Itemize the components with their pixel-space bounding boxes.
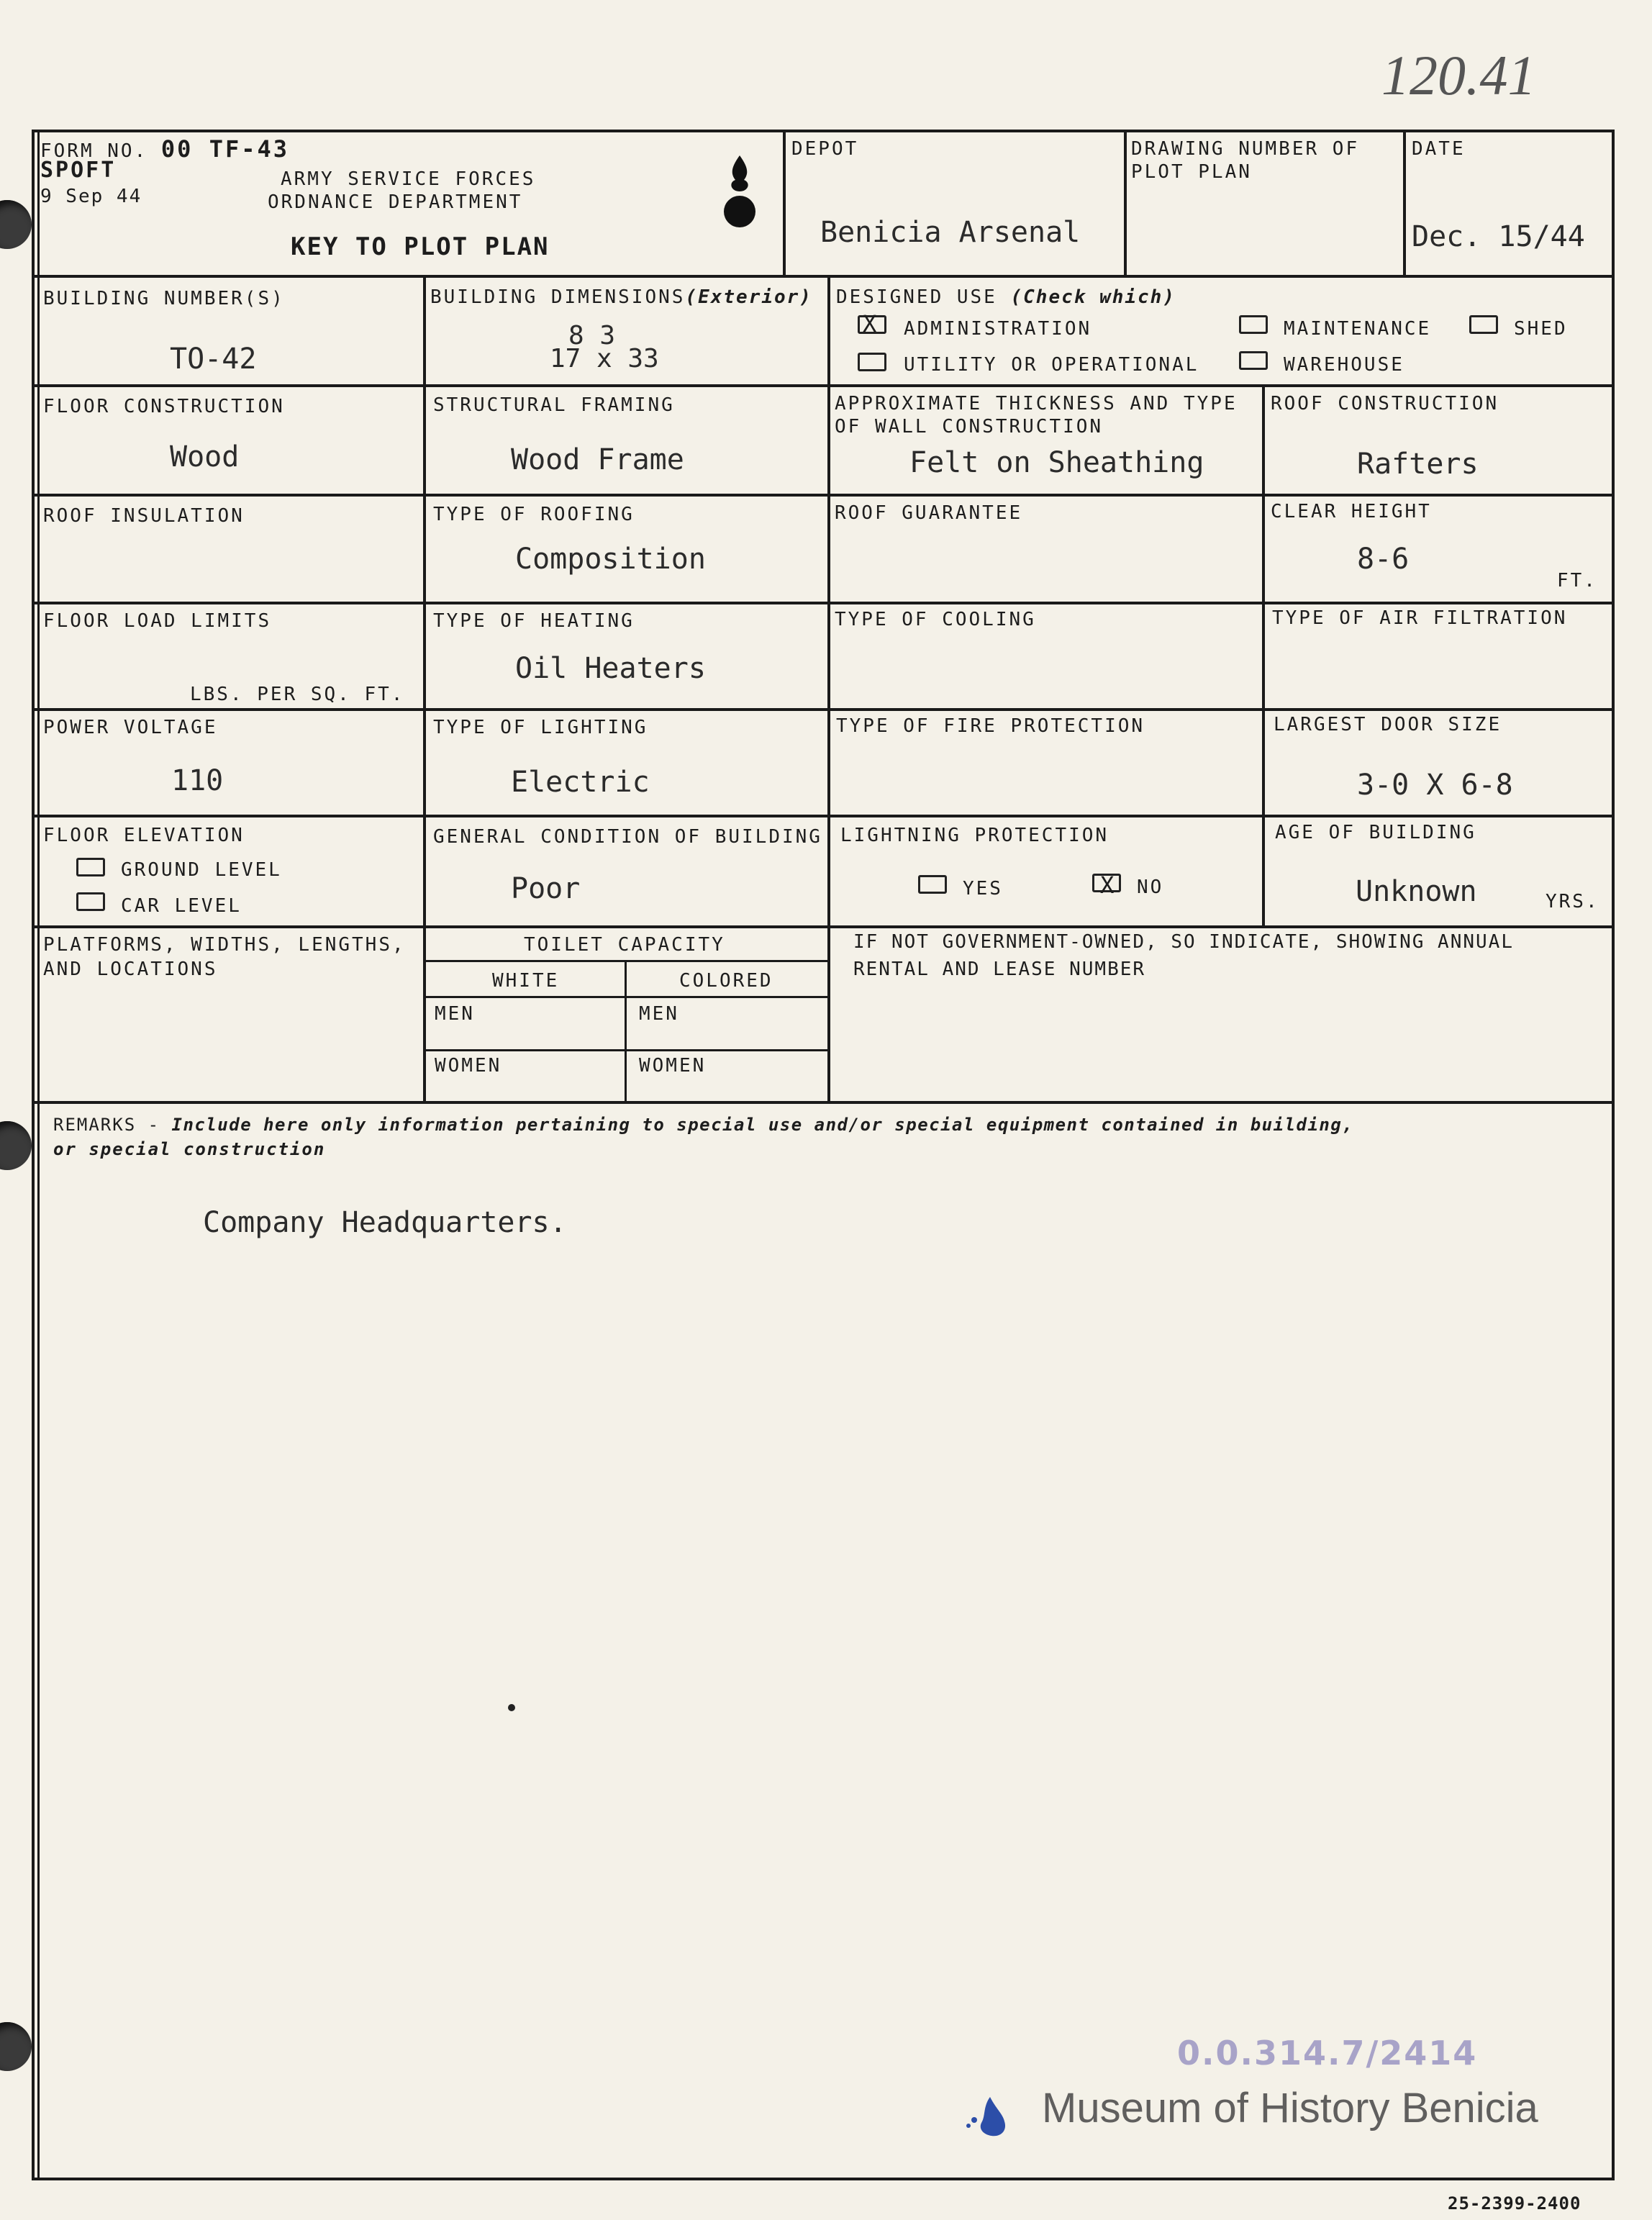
lightning-protection-label: LIGHTNING PROTECTION (840, 825, 1109, 846)
power-voltage-value: 110 (171, 764, 224, 797)
drawing-number-label-1: DRAWING NUMBER OF (1131, 138, 1360, 160)
dimensions-fraction-top: 8 3 (568, 321, 616, 350)
maintenance-option-label: MAINTENANCE (1284, 318, 1432, 340)
shed-checkbox[interactable] (1469, 315, 1498, 334)
general-condition-value: Poor (511, 872, 581, 905)
museum-logo-icon (961, 2091, 1016, 2142)
clear-height-value: 8-6 (1357, 543, 1410, 576)
depot-value: Benicia Arsenal (820, 216, 1081, 249)
roof-insulation-label: ROOF INSULATION (43, 505, 245, 527)
remarks-instruction-2: or special construction (53, 1139, 326, 1159)
utility-option-label: UTILITY OR OPERATIONAL (904, 354, 1199, 376)
wall-construction-label-2: OF WALL CONSTRUCTION (835, 416, 1104, 438)
car-level-checkbox[interactable] (76, 892, 105, 911)
admin-checkbox[interactable] (858, 310, 886, 337)
floor-load-limits-label: FLOOR LOAD LIMITS (43, 610, 272, 632)
platforms-label-2: AND LOCATIONS (43, 959, 218, 980)
depot-label: DEPOT (791, 138, 859, 160)
fire-protection-label: TYPE OF FIRE PROTECTION (836, 715, 1145, 737)
toilet-white-men: MEN (435, 1003, 475, 1025)
structural-framing-label: STRUCTURAL FRAMING (433, 394, 675, 416)
roof-construction-label: ROOF CONSTRUCTION (1271, 393, 1499, 414)
type-of-heating-value: Oil Heaters (515, 652, 706, 685)
type-of-cooling-label: TYPE OF COOLING (835, 609, 1036, 630)
punch-hole-middle (0, 1121, 32, 1170)
date-label: DATE (1412, 138, 1466, 160)
warehouse-option-label: WAREHOUSE (1284, 354, 1404, 376)
toilet-colored-women: WOMEN (639, 1055, 707, 1077)
admin-check-mark: X (863, 310, 877, 337)
age-unit: YRS. (1546, 891, 1599, 912)
agency-line-2: ORDNANCE DEPARTMENT (268, 191, 523, 213)
roof-guarantee-label: ROOF GUARANTEE (835, 502, 1023, 524)
floor-load-unit: LBS. PER SQ. FT. (190, 684, 405, 705)
type-of-roofing-label: TYPE OF ROOFING (433, 504, 635, 525)
wall-construction-value: Felt on Sheathing (909, 446, 1204, 479)
ground-level-checkbox[interactable] (76, 858, 105, 876)
govt-owned-label-2: RENTAL AND LEASE NUMBER (853, 959, 1146, 980)
largest-door-size-value: 3-0 X 6-8 (1357, 769, 1513, 802)
car-level-label: CAR LEVEL (121, 895, 242, 917)
form-number: 00 TF-43 (160, 135, 290, 163)
govt-owned-label-1: IF NOT GOVERNMENT-OWNED, SO INDICATE, SHOWING ANNUAL (853, 931, 1514, 953)
ink-dot (508, 1704, 515, 1711)
largest-door-size-label: LARGEST DOOR SIZE (1274, 714, 1502, 735)
floor-construction-value: Wood (170, 440, 240, 474)
form-frame-inner (37, 130, 40, 2180)
lightning-yes-checkbox[interactable] (918, 875, 947, 894)
date-value: Dec. 15/44 (1412, 220, 1585, 253)
type-of-heating-label: TYPE OF HEATING (433, 610, 635, 632)
punch-hole-top (0, 200, 32, 249)
age-of-building-label: AGE OF BUILDING (1275, 822, 1476, 843)
structural-framing-value: Wood Frame (511, 443, 684, 476)
toilet-colored-header: COLORED (679, 970, 773, 992)
lightning-no-check-mark: X (1100, 871, 1115, 899)
air-filtration-label: TYPE OF AIR FILTRATION (1272, 607, 1568, 629)
ground-level-label: GROUND LEVEL (121, 859, 282, 881)
floor-elevation-label: FLOOR ELEVATION (43, 825, 245, 846)
general-condition-label: GENERAL CONDITION OF BUILDING (433, 826, 822, 848)
toilet-capacity-label: TOILET CAPACITY (524, 934, 725, 956)
dimensions-value: 17 x 33 (550, 344, 659, 373)
museum-watermark: Museum of History Benicia (1042, 2085, 1538, 2131)
toilet-white-women: WOMEN (435, 1055, 502, 1077)
maintenance-checkbox[interactable] (1239, 315, 1268, 334)
lightning-yes-label: YES (963, 878, 1003, 900)
power-voltage-label: POWER VOLTAGE (43, 717, 218, 738)
shed-option-label: SHED (1514, 318, 1568, 340)
toilet-white-header: WHITE (492, 970, 560, 992)
building-number-value: TO-42 (170, 343, 257, 376)
handwritten-file-number: 120.41 (1381, 44, 1536, 107)
utility-checkbox[interactable] (858, 353, 886, 371)
roof-construction-value: Rafters (1357, 448, 1479, 481)
drawing-number-label-2: PLOT PLAN (1131, 161, 1252, 183)
admin-option-label: ADMINISTRATION (904, 318, 1092, 340)
clear-height-unit: FT. (1557, 570, 1597, 592)
lightning-no-label: NO (1137, 876, 1164, 898)
lightning-no-checkbox[interactable] (1092, 871, 1121, 899)
platforms-label-1: PLATFORMS, WIDTHS, LENGTHS, (43, 934, 406, 956)
wall-construction-label-1: APPROXIMATE THICKNESS AND TYPE (835, 393, 1238, 414)
received-stamp: 0.0.314.7/2414 (1177, 2034, 1478, 2072)
building-dimensions-label: BUILDING DIMENSIONS(Exterior) (430, 286, 812, 308)
form-number-label: FORM NO. 00 TF-43 (40, 135, 290, 163)
age-of-building-value: Unknown (1356, 875, 1477, 908)
ordnance-bomb-icon (722, 154, 757, 233)
toilet-colored-men: MEN (639, 1003, 679, 1025)
type-of-roofing-value: Composition (515, 543, 706, 576)
remarks-value: Company Headquarters. (203, 1206, 567, 1239)
building-number-label: BUILDING NUMBER(S) (43, 288, 285, 309)
designed-use-label: DESIGNED USE (Check which) (836, 286, 1176, 308)
agency-line-1: ARMY SERVICE FORCES (281, 168, 536, 190)
footer-code: 25-2399-2400 (1448, 2193, 1581, 2214)
punch-hole-bottom (0, 2022, 32, 2071)
type-of-lighting-value: Electric (511, 766, 650, 799)
issue-date: 9 Sep 44 (40, 186, 142, 207)
spoft-label: SPOFT (40, 158, 117, 183)
form-title: KEY TO PLOT PLAN (291, 232, 550, 261)
floor-construction-label: FLOOR CONSTRUCTION (43, 396, 285, 417)
type-of-lighting-label: TYPE OF LIGHTING (433, 717, 648, 738)
clear-height-label: CLEAR HEIGHT (1271, 501, 1432, 522)
warehouse-checkbox[interactable] (1239, 351, 1268, 370)
remarks-label: REMARKS - Include here only information pertaining to special use and/or special equipment contained in building, (53, 1115, 1354, 1135)
